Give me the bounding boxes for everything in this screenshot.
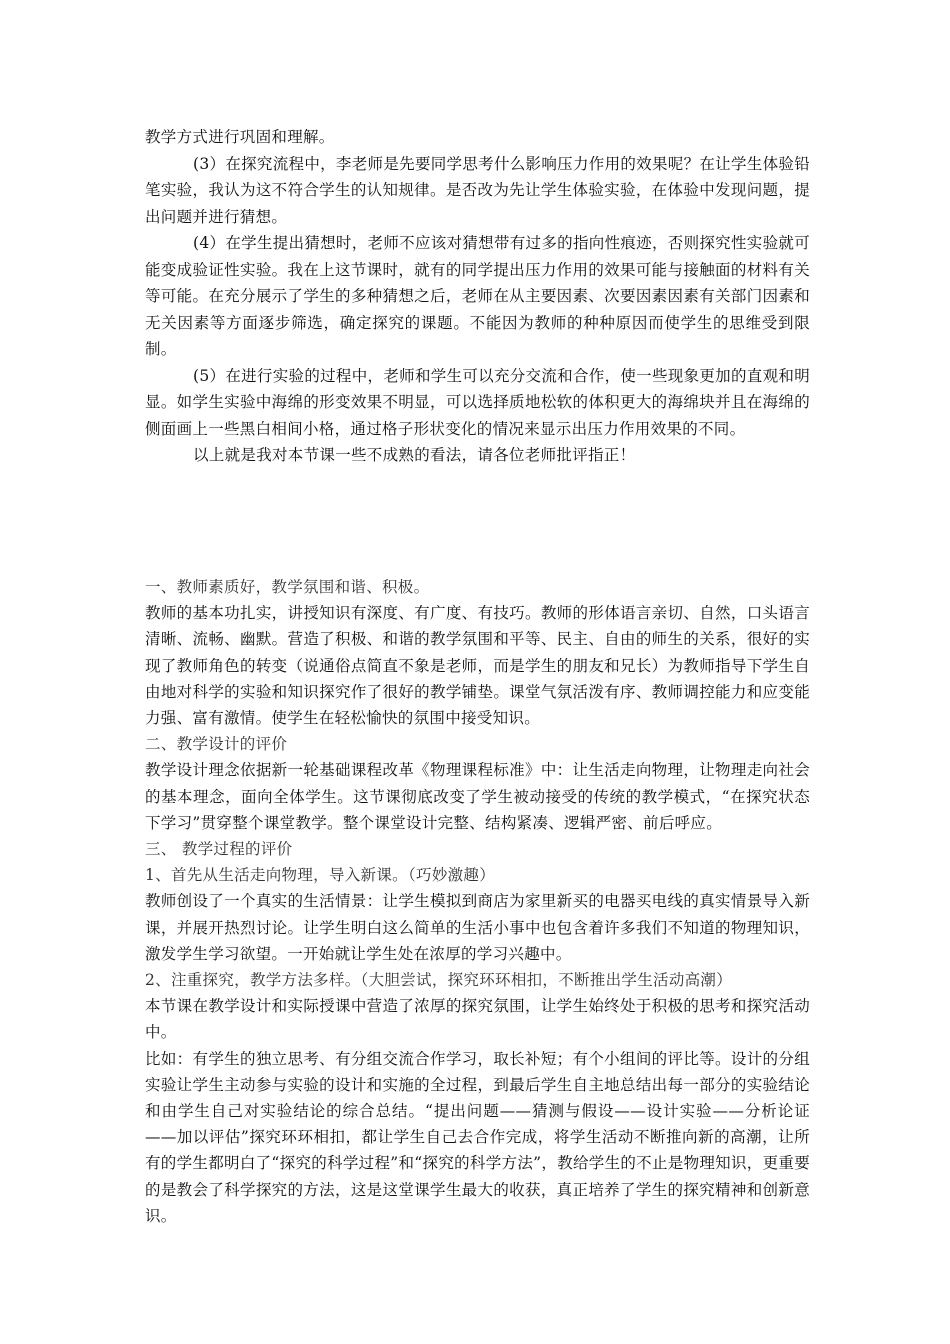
subheading-inquiry-methods: 2、注重探究，教学方法多样。（大胆尝试，探究环环相扣，不断推出学生活动高潮） xyxy=(145,971,733,990)
paragraph-design-evaluation: 教学设计理念依据新一轮基础课程改革《物理课程标准》中：让生活走向物理，让物理走向社会的基本理念，面向全体学生。这节课彻底改变了学生被动接受的传统的教学模式，“在探究状态下学习”贯穿整个课堂教学。整个课堂设计完整、结构紧凑、逻辑严密、前后呼应。 xyxy=(145,761,810,832)
reflection-section xyxy=(145,124,810,469)
heading-process-evaluation: 三、 教学过程的评价 xyxy=(145,840,293,859)
paragraph-continuation: 教学方式进行巩固和理解。 xyxy=(145,128,335,146)
evaluation-section xyxy=(145,574,810,1229)
paragraph-inquiry-examples: 比如：有学生的独立思考、有分组交流合作学习，取长补短；有个小组间的评比等。设计的分组实验让学生主动参与实验的设计和实施的全过程，到最后学生自主地总结出每一部分的实验结论和由学生自己对实验结论的综合总结。“提出问题——猜测与假设——设计实验——分析论证——加以评估”探究环环相扣，都让学生自己去合作完成，将学生活动不断推向新的高潮，让所有的学生都明白了“探究的科学过程”和“探究的科学方法”，教给学生的不止是物理知识，更重要的是教会了科学探究的方法，这是这堂课学生最大的收获，真正培养了学生的探究精神和创新意识。 xyxy=(145,1049,810,1225)
paragraph-teacher-quality: 教师的基本功扎实，讲授知识有深度、有广度、有技巧。教师的形体语言亲切、自然，口头语言清晰、流畅、幽默。营造了积极、和谐的教学氛围和平等、民主、自由的师生的关系，很好的实现了教师角色的转变（说通俗点简直不象是老师，而是学生的朋友和兄长）为教师指导下学生自由地对科学的实验和知识探究作了很好的教学铺垫。课堂气氛活泼有序、教师调控能力和应变能力强、富有激情。使学生在轻松愉快的氛围中接受知识。 xyxy=(145,604,810,728)
paragraph-point-3: (3）在探究流程中，李老师是先要同学思考什么影响压力作用的效果呢？在让学生体验铅笔实验，我认为这不符合学生的认知规律。是否改为先让学生体验实验，在体验中发现问题，提出问题并进行猜想。 xyxy=(145,154,810,226)
heading-teacher-quality: 一、教师素质好，教学氛围和谐、积极。 xyxy=(145,578,430,596)
paragraph-point-5: (5）在进行实验的过程中，老师和学生可以充分交流和合作，使一些现象更加的直观和明显。如学生实验中海绵的形变效果不明显，可以选择质地松软的体积更大的海绵块并且在海绵的侧面画上一些黑白相间小格，通过格子形状变化的情况来显示出压力作用效果的不同。 xyxy=(145,366,810,438)
paragraph-closing: 以上就是我对本节课一些不成熟的看法，请各位老师批评指正！ xyxy=(193,446,636,464)
heading-design-evaluation: 二、教学设计的评价 xyxy=(145,735,288,754)
paragraph-intro-life: 教师创设了一个真实的生活情景：让学生模拟到商店为家里新买的电器买电线的真实情景导入新课，并展开热烈讨论。让学生明白这么简单的生活小事中也包含着许多我们不知道的物理知识，激发学生学习欲望。一开始就让学生处在浓厚的学习兴趣中。 xyxy=(145,892,810,963)
paragraph-point-4: (4）在学生提出猜想时，老师不应该对猜想带有过多的指向性痕迹，否则探究性实验就可能变成验证性实验。我在上这节课时，就有的同学提出压力作用的效果可能与接触面的材料有关等可能。在充分展示了学生的多种猜想之后，老师在从主要因素、次要因素因素有关部门因素和无关因素等方面逐步筛选，确定探究的课题。不能因为教师的种种原因而使学生的思维受到限制。 xyxy=(145,234,810,358)
paragraph-inquiry-atmosphere: 本节课在教学设计和实际授课中营造了浓厚的探究氛围，让学生始终处于积极的思考和探究活动中。 xyxy=(145,997,810,1042)
subheading-intro-life: 1、首先从生活走向物理，导入新课。（巧妙激趣） xyxy=(145,866,496,885)
